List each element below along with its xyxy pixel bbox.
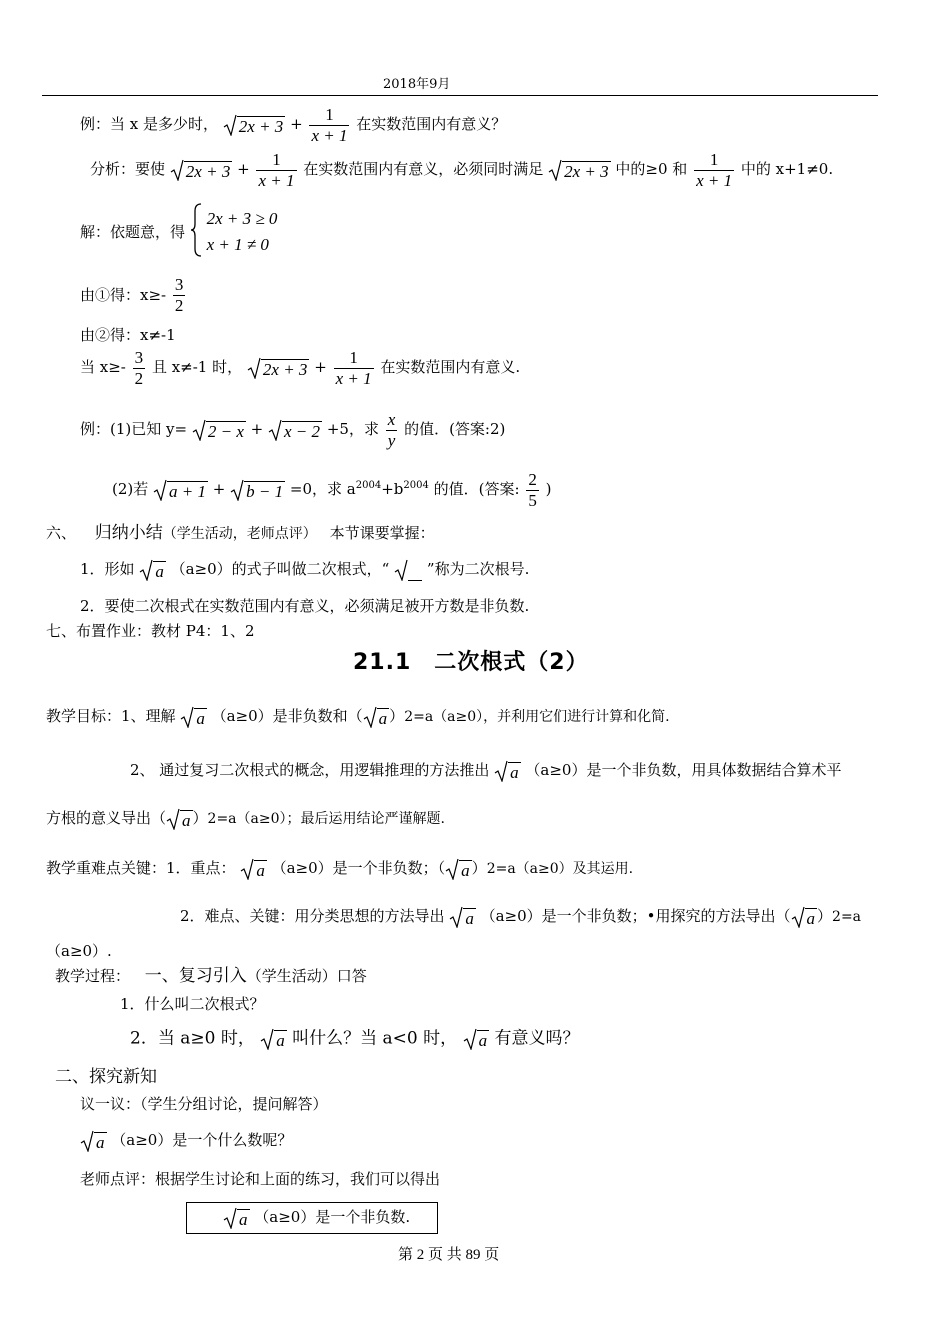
process-heading: 教学过程： 一、复习引入（学生活动）口答 <box>55 966 367 986</box>
review-question-1: 1．什么叫二次根式？ <box>120 995 265 1013</box>
key-point-2-tail: （a≥0）. <box>46 942 112 960</box>
sqrt-2x3: 2x + 3 <box>223 114 286 136</box>
summary-heading: 六、 归纳小结（学生活动，老师点评） 本节课要掌握： <box>46 523 435 543</box>
sqrt-a: a <box>445 858 472 880</box>
frac-2-over-5: $\frac{2}{5}$ <box>528 470 537 510</box>
sqrt-a: a <box>240 858 267 880</box>
teacher-comment: 老师点评：根据学生讨论和上面的练习，我们可以得出 <box>80 1170 441 1188</box>
sqrt-a: a <box>449 906 476 928</box>
example1-question: 例：当 x 是多少时， 2x + 3 + $\frac{1}{x + 1}$ 在实数范围内有意义？ <box>80 105 507 145</box>
page-footer: 第 2 页 共 89 页 <box>398 1247 500 1263</box>
example2-part2: (2)若 a + 1 + b − 1 =0，求 $a^{2004}+b^{2004}$ 的值．(答案: $\frac{2}{5}$ ) <box>112 470 552 510</box>
frac-x-over-y: $\frac{x}{y}$ <box>387 410 396 450</box>
sqrt-a: a <box>180 706 207 728</box>
frac-3-over-2: $\frac{3}{2}$ <box>174 275 184 315</box>
sqrt-a: a <box>494 760 521 782</box>
brace-icon <box>190 203 202 261</box>
frac-1-over-x1: $\frac{1}{x + 1}$ <box>696 150 733 190</box>
sqrt-a-plus-1: a + 1 <box>153 479 208 501</box>
sqrt-b-minus-1: b − 1 <box>230 479 285 501</box>
frac-3-over-2: $\frac{3}{2}$ <box>134 348 144 388</box>
sqrt-a: a <box>139 559 166 581</box>
discussion-question: a （a≥0）是一个什么数呢？ <box>80 1130 292 1152</box>
sqrt-2x3: 2x + 3 <box>170 159 233 181</box>
discussion: 议一议：（学生分组讨论，提问解答） <box>80 1095 328 1113</box>
explore-heading: 二、探究新知 <box>55 1067 157 1087</box>
sqrt-a: a <box>363 706 390 728</box>
step-2: 由②得：x≠-1 <box>80 326 176 344</box>
goal-1: 教学目标：1、理解 a （a≥0）是非负数和（ a ）2=a（a≥0），并利用它们进行计算和化简. <box>46 707 670 728</box>
radical-sign-icon <box>394 559 422 581</box>
conclusion-text: a （a≥0）是一个非负数. <box>223 1207 410 1229</box>
sqrt-a: a <box>260 1028 287 1050</box>
header-date: 2018年9月 <box>383 77 451 92</box>
sqrt-2-minus-x: 2 − x <box>192 419 246 441</box>
equation-system: 2x + 3 ≥ 0 x + 1 ≠ 0 <box>206 209 278 254</box>
review-question-2: 2．当 a≥0 时， a 叫什么？当 a<0 时， a 有意义吗？ <box>130 1028 580 1050</box>
section-title: 21.1 二次根式（2） <box>353 650 589 675</box>
sqrt-2x3: 2x + 3 <box>548 159 611 181</box>
step-1: 由①得：x≥- $\frac{3}{2}$ <box>80 275 184 315</box>
homework: 七、布置作业：教材 P4：1、2 <box>46 622 255 640</box>
goal-2-continued: 方根的意义导出（ a ）2=a（a≥0）；最后运用结论严谨解题. <box>46 809 445 830</box>
frac-1-over-x1: $\frac{1}{x + 1}$ <box>335 348 372 388</box>
frac-1-over-x1: $\frac{1}{x + 1}$ <box>311 105 348 145</box>
key-point-1: 教学重难点关键：1．重点： a （a≥0）是一个非负数；（ a ）2=a（a≥0）及其运用. <box>46 859 634 880</box>
example1-analysis: 分析：要使 2x + 3 + $\frac{1}{x + 1}$ 在实数范围内有意义，必须同时满足 2x + 3 中的≥0 和 $\frac{1}{x + 1}$ 中的 x+1≠0. <box>90 150 834 190</box>
goal-2: 2、 通过复习二次根式的概念，用逻辑推理的方法推出 a （a≥0）是一个非负数，用具体数据结合算术平 <box>130 761 842 782</box>
sqrt-a: a <box>791 906 818 928</box>
key-point-2: 2．难点、关键：用分类思想的方法导出 a （a≥0）是一个非负数；•用探究的方法导出（ a ）2=a <box>180 907 862 928</box>
text: 例：当 x 是多少时， <box>80 115 218 134</box>
sqrt-a: a <box>166 808 193 830</box>
example2-part1: 例：(1)已知 y= 2 − x + x − 2 +5，求 $\frac{x}{y}$ 的值．(答案:2) <box>80 410 506 450</box>
summary-item-1: 1．形如 a （a≥0）的式子叫做二次根式，“ ”称为二次根号. <box>80 560 530 581</box>
frac-1-over-x1: $\frac{1}{x + 1}$ <box>258 150 295 190</box>
sqrt-a: a <box>223 1207 250 1229</box>
sqrt-a: a <box>80 1130 107 1152</box>
example1-conclusion: 当 x≥- $\frac{3}{2}$ 且 x≠-1 时， 2x + 3 + $\frac{1}{x + 1}$ 在实数范围内有意义. <box>80 348 521 388</box>
sqrt-2x3: 2x + 3 <box>247 357 310 379</box>
example1-solution: 解：依题意，得 2x + 3 ≥ 0 x + 1 ≠ 0 <box>80 203 277 261</box>
sqrt-x-minus-2: x − 2 <box>268 419 322 441</box>
sqrt-a: a <box>463 1028 490 1050</box>
header-rule <box>42 95 878 96</box>
summary-item-2: 2．要使二次根式在实数范围内有意义，必须满足被开方数是非负数. <box>80 597 530 615</box>
